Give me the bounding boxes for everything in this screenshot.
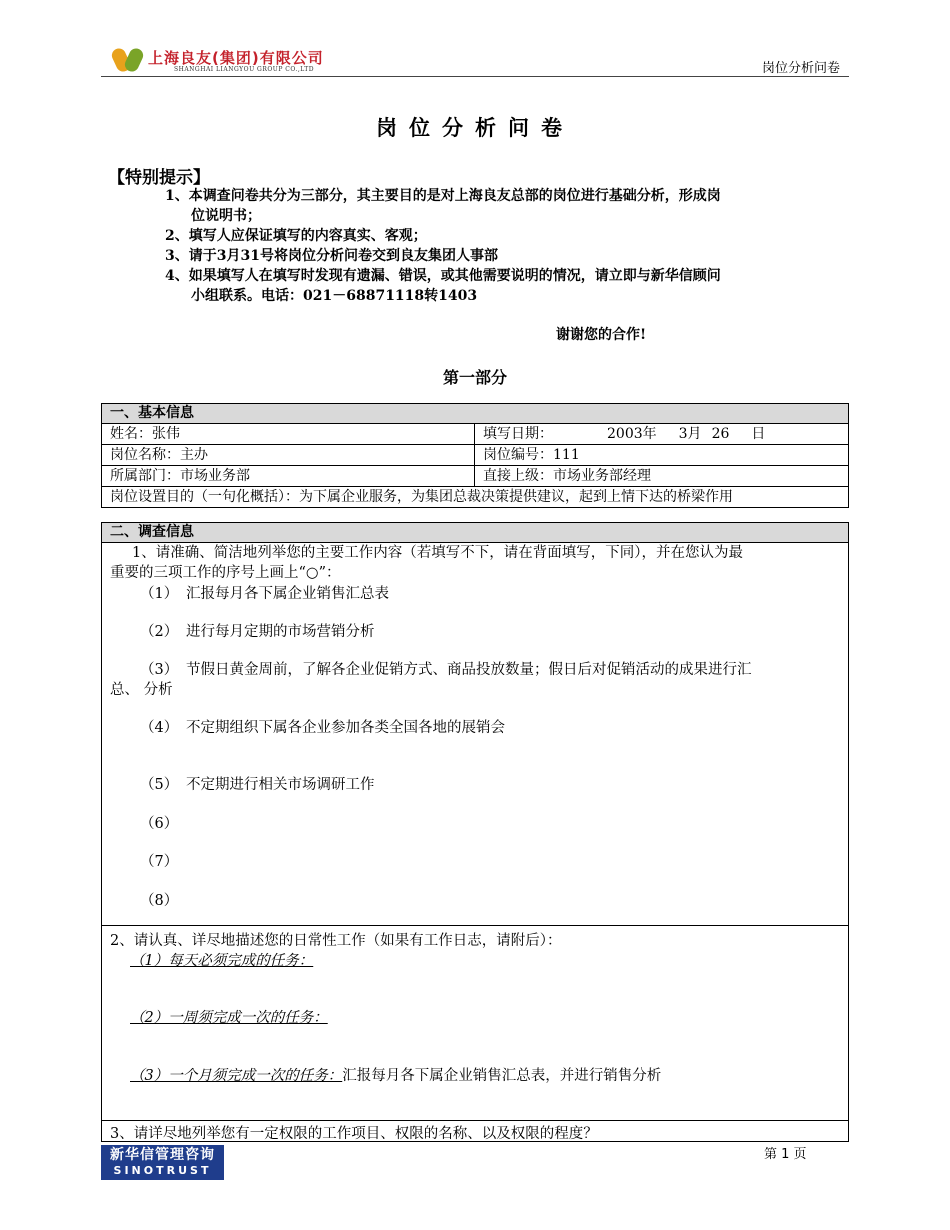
position-field[interactable]: 岗位名称：主办 (102, 445, 475, 465)
notice-item-1: 1、本调查问卷共分为三部分，其主要目的是对上海良友总部的岗位进行基础分析，形成岗 (165, 188, 721, 204)
notice-item-4: 4、如果填写人在填写时发现有遗漏、错误，或其他需要说明的情况，请立即与新华信顾问 (165, 268, 721, 284)
basic-info-heading: 一、基本信息 (102, 404, 848, 424)
work-item-2[interactable]: （2） 进行每月定期的市场营销分析 (140, 624, 375, 640)
fill-date-month: 3月 (678, 426, 702, 442)
table-row (102, 445, 848, 466)
question-1-line-2: 重要的三项工作的序号上画上“○”： (110, 565, 341, 581)
question-3: 3、请详尽地列举您有一定权限的工作项目、权限的名称、以及权限的程度？ (110, 1126, 598, 1142)
task-monthly-answer: 汇报每月各下属企业销售汇总表，并进行销售分析 (342, 1068, 662, 1084)
header-doc-label: 岗位分析问卷 (761, 61, 840, 76)
work-item-6[interactable]: （6） (140, 816, 179, 832)
header-divider (101, 76, 849, 77)
footer-logo-en: SINOTRUST (113, 1164, 212, 1177)
survey-info-table (101, 522, 849, 1142)
section-divider (101, 925, 849, 926)
department-field[interactable]: 所属部门：市场业务部 (102, 466, 475, 486)
basic-info-table (101, 403, 849, 508)
notice-item-4-cont: 小组联系。电话：021－68871118转1403 (191, 288, 478, 304)
task-daily[interactable]: （1）每天必须完成的任务： (130, 953, 314, 969)
page-number: 第 1 页 (764, 1147, 807, 1162)
fill-date-day-unit: 日 (751, 426, 766, 442)
notice-item-1-cont: 位说明书； (191, 208, 261, 224)
name-field[interactable]: 姓名：张伟 (102, 424, 475, 444)
work-item-4[interactable]: （4） 不定期组织下属各企业参加各类全国各地的展销会 (140, 720, 505, 736)
table-row (102, 466, 848, 487)
part-one-title: 第一部分 (442, 368, 507, 387)
work-item-7[interactable]: （7） (140, 854, 179, 870)
fill-date-field[interactable] (475, 424, 848, 444)
fill-date-year: 2003年 (607, 426, 657, 442)
work-item-8[interactable]: （8） (140, 893, 179, 909)
company-name-en: SHANGHAI LIANGYOU GROUP CO.,LTD (174, 66, 315, 73)
page-title: 岗位分析问卷 (376, 116, 574, 140)
section-divider (101, 1120, 849, 1121)
survey-info-heading: 二、调查信息 (102, 523, 848, 543)
notice-item-2: 2、填写人应保证填写的内容真实、客观； (165, 228, 427, 244)
task-weekly[interactable]: （2）一周须完成一次的任务： (130, 1010, 328, 1026)
logo-leaf-icon (123, 46, 146, 74)
footer-logo-cn: 新华信管理咨询 (110, 1147, 215, 1163)
question-2: 2、请认真、详尽地描述您的日常性工作（如果有工作日志，请附后）： (110, 933, 562, 949)
sinotrust-logo (101, 1145, 224, 1180)
purpose-field[interactable]: 岗位设置目的（一句化概括）：为下属企业服务，为集团总裁决策提供建议，起到上情下达的桥梁作用 (110, 489, 733, 505)
task-monthly[interactable]: （3）一个月须完成一次的任务：汇报每月各下属企业销售汇总表，并进行销售分析 (130, 1068, 662, 1084)
thanks-text: 谢谢您的合作! (556, 327, 647, 343)
work-item-3-cont: 总、 分析 (110, 682, 173, 698)
work-item-3[interactable]: （3） 节假日黄金周前，了解各企业促销方式、商品投放数量；假日后对促销活动的成果进行汇 (140, 662, 752, 678)
work-item-1[interactable]: （1） 汇报每月各下属企业销售汇总表 (140, 586, 389, 602)
notice-heading: 【特别提示】 (108, 168, 210, 188)
position-no-field[interactable]: 岗位编号：111 (483, 447, 580, 463)
table-row (102, 424, 848, 445)
superior-field[interactable]: 直接上级：市场业务部经理 (483, 468, 651, 484)
company-name-cn: 上海良友(集团)有限公司 (148, 49, 324, 67)
question-1-line-1: 1、请准确、简洁地列举您的主要工作内容（若填写不下，请在背面填写，下同），并在您认为最 (132, 545, 743, 561)
fill-date-day: 26 (711, 426, 730, 442)
table-row (102, 487, 848, 507)
company-logo (114, 44, 354, 78)
fill-date-label: 填写日期： (483, 426, 553, 442)
notice-item-3: 3、请于3月31号将岗位分析问卷交到良友集团人事部 (165, 248, 498, 264)
work-item-5[interactable]: （5） 不定期进行相关市场调研工作 (140, 777, 375, 793)
